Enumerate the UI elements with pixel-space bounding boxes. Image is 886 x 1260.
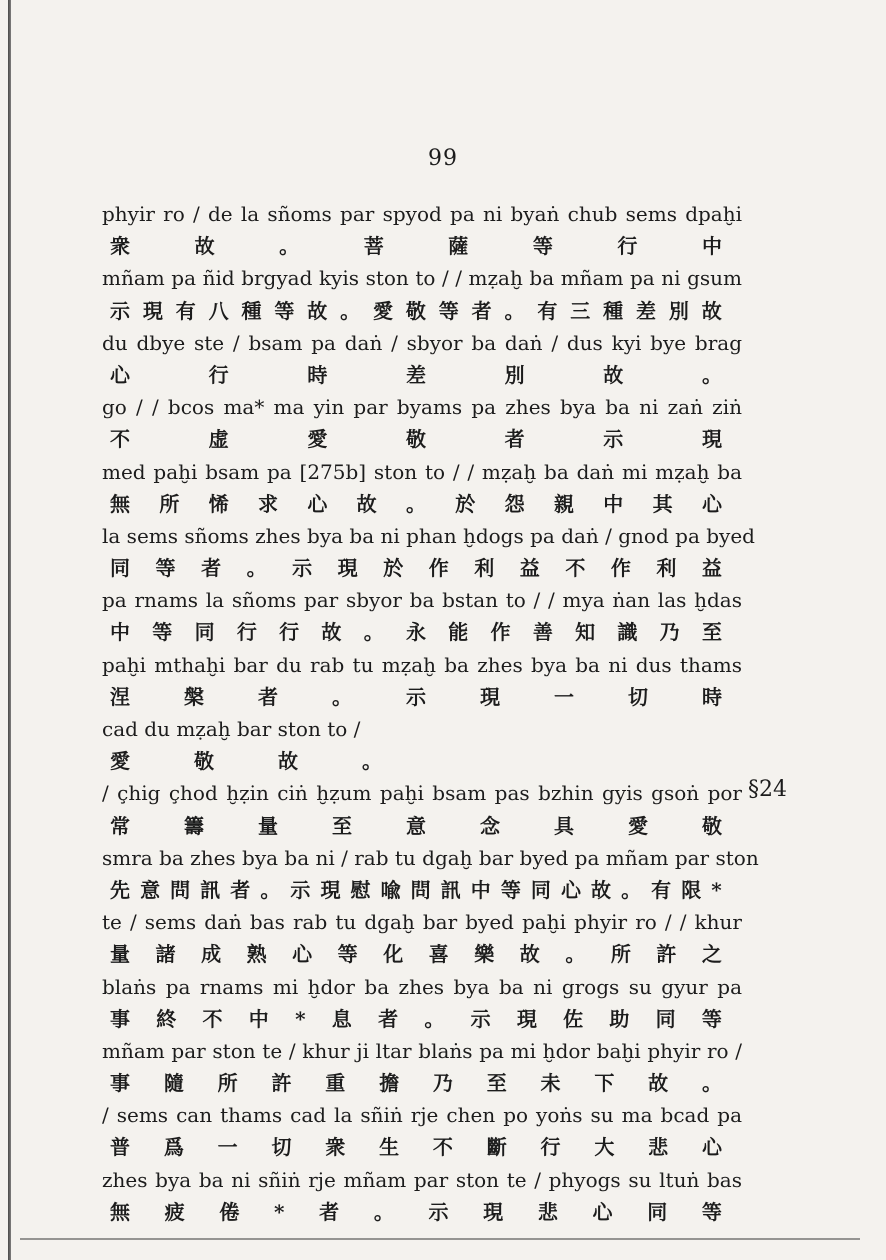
- chinese-line: [102, 938, 742, 970]
- chinese-glyph: 熟: [246, 942, 267, 967]
- tibetan-line: mñam par ston te / khur ji ltar blaṅs pa mi ḫdor baḫi phyir ro /: [102, 1038, 742, 1063]
- tibetan-line: / çhig çhod ḫẓin ciṅ ḫẓum paḫi bsam pas bzhin gyis gsoṅ por: [102, 781, 742, 806]
- chinese-glyph: 爲: [163, 1135, 184, 1160]
- chinese-line: [102, 1067, 742, 1099]
- chinese-glyph: 事: [110, 1071, 130, 1096]
- tibetan-line: blaṅs pa rnams mi ḫdor ba zhes bya ba ni grogs su gyur pa: [102, 974, 742, 999]
- chinese-glyph: 心: [592, 1199, 613, 1224]
- chinese-line: [102, 1003, 742, 1035]
- tibetan-line: paḫi mthaḫi bar du rab tu mẓaḫ ba zhes bya ba ni dus thams: [102, 652, 742, 677]
- chinese-glyph: 佐: [563, 1006, 584, 1031]
- chinese-glyph: 切: [271, 1135, 292, 1160]
- chinese-glyph: 乃: [432, 1071, 453, 1096]
- chinese-glyph: 者: [230, 877, 251, 902]
- chinese-glyph: 求: [257, 491, 278, 516]
- chinese-glyph: 成: [201, 942, 222, 967]
- chinese-glyph: 菩: [363, 234, 384, 259]
- chinese-glyph: 薩: [448, 234, 469, 259]
- chinese-glyph: 不: [565, 556, 586, 581]
- chinese-glyph: 三: [570, 298, 591, 323]
- tibetan-line: smra ba zhes bya ba ni / rab tu dgaḫ bar byed pa mñam par ston: [102, 845, 759, 870]
- chinese-glyph: 善: [532, 620, 553, 645]
- chinese-glyph: 衆: [325, 1135, 346, 1160]
- chinese-glyph: 事: [110, 1006, 130, 1031]
- tibetan-line: zhes bya ba ni sñiṅ rje mñam par ston te / phyogs su ltuṅ bas: [102, 1167, 742, 1192]
- chinese-glyph: 親: [553, 491, 574, 516]
- chinese-glyph: 不: [202, 1006, 223, 1031]
- chinese-line: [102, 230, 742, 262]
- chinese-glyph: 不: [432, 1135, 453, 1160]
- chinese-glyph: 行: [617, 234, 638, 259]
- chinese-glyph: 敬: [194, 749, 214, 774]
- chinese-glyph: 示: [470, 1006, 491, 1031]
- chinese-glyph: 悲: [648, 1135, 669, 1160]
- chinese-glyph: 中: [470, 877, 491, 902]
- chinese-glyph: 至: [332, 813, 352, 838]
- chinese-glyph: 。: [405, 491, 426, 516]
- chinese-glyph: 斷: [486, 1135, 507, 1160]
- chinese-glyph: 現: [701, 427, 722, 452]
- tibetan-line: go / / bcos ma* ma yin par byams pa zhes bya ba ni zaṅ ziṅ: [102, 395, 742, 420]
- chinese-glyph: 之: [701, 942, 722, 967]
- chinese-glyph: 心: [701, 491, 722, 516]
- chinese-glyph: 故: [321, 620, 342, 645]
- chinese-glyph: 等: [701, 1006, 722, 1031]
- chinese-glyph: 作: [490, 620, 511, 645]
- tibetan-line: du dbye ste / bsam pa daṅ / sbyor ba daṅ / dus kyi bye brag: [102, 330, 742, 355]
- chinese-glyph: 意: [406, 813, 426, 838]
- chinese-glyph: 示: [292, 556, 313, 581]
- chinese-glyph: 時: [702, 684, 722, 709]
- chinese-line: [102, 295, 742, 327]
- chinese-glyph: 作: [610, 556, 631, 581]
- chinese-glyph: 等: [274, 298, 295, 323]
- chinese-glyph: 差: [405, 362, 426, 387]
- chinese-glyph: 涅: [110, 684, 130, 709]
- chinese-line: [102, 488, 742, 520]
- chinese-glyph: 。: [701, 362, 722, 387]
- chinese-glyph: 普: [110, 1135, 130, 1160]
- chinese-glyph: 問: [170, 877, 191, 902]
- chinese-glyph: 益: [701, 556, 722, 581]
- chinese-glyph: 等: [337, 942, 358, 967]
- page-left-edge: [8, 0, 11, 1260]
- chinese-glyph: 中: [248, 1006, 269, 1031]
- chinese-glyph: 至: [701, 620, 722, 645]
- chinese-glyph: 樂: [474, 942, 495, 967]
- chinese-glyph: 量: [110, 942, 130, 967]
- chinese-line: [102, 874, 742, 906]
- chinese-glyph: 利: [474, 556, 495, 581]
- chinese-glyph: 愛: [373, 298, 393, 323]
- chinese-line: [102, 1196, 742, 1228]
- chinese-glyph: 無: [110, 491, 130, 516]
- chinese-glyph: 等: [438, 298, 459, 323]
- chinese-glyph: 故: [278, 749, 298, 774]
- chinese-glyph: 愛: [628, 813, 648, 838]
- chinese-glyph: 。: [246, 556, 267, 581]
- chinese-glyph: 同: [655, 1006, 676, 1031]
- chinese-glyph: 種: [603, 298, 624, 323]
- chinese-glyph: 無: [110, 1199, 130, 1224]
- chinese-glyph: 知: [575, 620, 596, 645]
- chinese-glyph: 行: [236, 620, 257, 645]
- chinese-glyph: 所: [610, 942, 631, 967]
- chinese-glyph: 虚: [208, 427, 229, 452]
- chinese-glyph: 問: [410, 877, 431, 902]
- chinese-glyph: 中: [603, 491, 624, 516]
- chinese-glyph: 量: [258, 813, 278, 838]
- chinese-glyph: 故: [701, 298, 722, 323]
- chinese-glyph: 同: [110, 556, 130, 581]
- chinese-glyph: 擔: [379, 1071, 400, 1096]
- chinese-glyph: 敬: [405, 298, 426, 323]
- chinese-glyph: 所: [159, 491, 180, 516]
- chinese-glyph: 者: [504, 427, 525, 452]
- chinese-glyph: *: [274, 1199, 285, 1224]
- page-bottom-edge: [20, 1238, 860, 1240]
- chinese-glyph: 先: [110, 877, 130, 902]
- chinese-glyph: 示: [110, 298, 130, 323]
- chinese-line: [102, 1131, 742, 1163]
- chinese-glyph: 限: [681, 877, 702, 902]
- chinese-glyph: 。: [565, 942, 586, 967]
- chinese-glyph: 示: [428, 1199, 449, 1224]
- chinese-glyph: 有: [651, 877, 672, 902]
- chinese-glyph: 現: [142, 298, 163, 323]
- chinese-glyph: 敬: [405, 427, 426, 452]
- tibetan-line: / sems can thams cad la sñiṅ rje chen po yoṅs su ma bcad pa: [102, 1103, 742, 1128]
- chinese-glyph: 利: [656, 556, 677, 581]
- tibetan-line: phyir ro / de la sñoms par spyod pa ni byaṅ chub sems dpaḫi: [102, 202, 742, 226]
- tibetan-line: med paḫi bsam pa [275b] ston to / / mẓaḫ ba daṅ mi mẓaḫ ba: [102, 459, 742, 484]
- tibetan-line: cad du mẓaḫ bar ston to /: [102, 717, 361, 741]
- chinese-glyph: 現: [480, 684, 500, 709]
- chinese-glyph: 重: [325, 1071, 346, 1096]
- chinese-glyph: 一: [217, 1135, 238, 1160]
- section-mark: §24: [748, 777, 787, 802]
- chinese-glyph: 諸: [155, 942, 176, 967]
- chinese-glyph: 槃: [184, 684, 204, 709]
- chinese-glyph: *: [711, 877, 722, 902]
- chinese-line: [102, 616, 742, 648]
- chinese-glyph: 同: [647, 1199, 668, 1224]
- chinese-glyph: 意: [140, 877, 161, 902]
- chinese-glyph: 隨: [163, 1071, 184, 1096]
- chinese-glyph: 故: [591, 877, 611, 902]
- chinese-glyph: 常: [110, 813, 130, 838]
- chinese-glyph: 。: [363, 620, 384, 645]
- chinese-glyph: 。: [362, 749, 382, 774]
- chinese-glyph: 。: [260, 877, 281, 902]
- chinese-glyph: 者: [471, 298, 492, 323]
- chinese-glyph: 倦: [219, 1199, 240, 1224]
- chinese-glyph: 助: [609, 1006, 630, 1031]
- chinese-glyph: 者: [258, 684, 278, 709]
- chinese-glyph: 故: [519, 942, 540, 967]
- tibetan-line: pa rnams la sñoms par sbyor ba bstan to / / mya ṅan las ḫdas: [102, 588, 742, 613]
- chinese-glyph: 現: [516, 1006, 537, 1031]
- chinese-glyph: 差: [636, 298, 656, 323]
- chinese-glyph: 愛: [110, 749, 130, 774]
- chinese-glyph: 有: [537, 298, 558, 323]
- chinese-glyph: 。: [701, 1071, 722, 1096]
- chinese-glyph: 生: [379, 1135, 400, 1160]
- chinese-glyph: 八: [208, 298, 229, 323]
- chinese-glyph: 行: [540, 1135, 561, 1160]
- chinese-glyph: 等: [500, 877, 521, 902]
- chinese-glyph: 示: [406, 684, 426, 709]
- chinese-glyph: 中: [110, 620, 130, 645]
- chinese-glyph: 示: [290, 877, 311, 902]
- chinese-glyph: 大: [594, 1135, 615, 1160]
- chinese-glyph: *: [295, 1006, 306, 1031]
- chinese-glyph: 息: [331, 1006, 352, 1031]
- chinese-glyph: 終: [156, 1006, 177, 1031]
- chinese-glyph: 心: [701, 1135, 722, 1160]
- chinese-glyph: 者: [319, 1199, 340, 1224]
- chinese-glyph: 有: [175, 298, 196, 323]
- chinese-glyph: 故: [648, 1071, 669, 1096]
- chinese-line: [102, 423, 742, 455]
- chinese-line: [102, 681, 742, 713]
- chinese-glyph: 同: [194, 620, 215, 645]
- chinese-glyph: 。: [504, 298, 525, 323]
- chinese-glyph: 乃: [659, 620, 680, 645]
- chinese-glyph: 許: [656, 942, 677, 967]
- chinese-glyph: 等: [532, 234, 553, 259]
- chinese-glyph: 故: [307, 298, 328, 323]
- chinese-glyph: 怨: [504, 491, 525, 516]
- chinese-glyph: 益: [519, 556, 540, 581]
- chinese-glyph: 別: [504, 362, 525, 387]
- chinese-glyph: 故: [603, 362, 624, 387]
- chinese-glyph: 訊: [440, 877, 461, 902]
- chinese-glyph: 疲: [164, 1199, 185, 1224]
- chinese-glyph: 衆: [110, 234, 130, 259]
- chinese-glyph: 敬: [702, 813, 722, 838]
- chinese-glyph: 心: [110, 362, 130, 387]
- chinese-line: [102, 810, 742, 842]
- chinese-glyph: 念: [480, 813, 500, 838]
- chinese-glyph: 現: [483, 1199, 504, 1224]
- chinese-glyph: 故: [356, 491, 377, 516]
- chinese-line: [102, 552, 742, 584]
- tibetan-line: la sems sñoms zhes bya ba ni phan ḫdogs pa daṅ / gnod pa byed: [102, 523, 755, 548]
- chinese-glyph: 現: [337, 556, 358, 581]
- chinese-glyph: 。: [332, 684, 352, 709]
- chinese-glyph: 許: [271, 1071, 292, 1096]
- chinese-glyph: 者: [201, 556, 222, 581]
- chinese-glyph: 心: [560, 877, 581, 902]
- chinese-glyph: 切: [628, 684, 648, 709]
- chinese-glyph: 行: [279, 620, 300, 645]
- chinese-glyph: 悕: [208, 491, 229, 516]
- chinese-glyph: 喩: [380, 877, 401, 902]
- chinese-glyph: 現: [320, 877, 341, 902]
- chinese-glyph: 至: [486, 1071, 507, 1096]
- chinese-glyph: 識: [617, 620, 638, 645]
- chinese-glyph: 於: [383, 556, 404, 581]
- chinese-glyph: 所: [217, 1071, 238, 1096]
- chinese-glyph: 化: [383, 942, 404, 967]
- chinese-glyph: 行: [208, 362, 229, 387]
- chinese-glyph: 。: [424, 1006, 445, 1031]
- chinese-glyph: 等: [701, 1199, 722, 1224]
- chinese-glyph: 能: [448, 620, 469, 645]
- chinese-glyph: 同: [530, 877, 551, 902]
- chinese-glyph: 。: [621, 877, 642, 902]
- tibetan-line: te / sems daṅ bas rab tu dgaḫ bar byed paḫi phyir ro / / khur: [102, 910, 742, 935]
- chinese-glyph: 愛: [307, 427, 328, 452]
- chinese-glyph: 一: [554, 684, 574, 709]
- chinese-glyph: 種: [241, 298, 262, 323]
- chinese-glyph: 不: [110, 427, 130, 452]
- chinese-glyph: 中: [701, 234, 722, 259]
- chinese-glyph: 故: [194, 234, 215, 259]
- chinese-glyph: 喜: [428, 942, 449, 967]
- chinese-glyph: 示: [603, 427, 624, 452]
- chinese-glyph: 心: [292, 942, 313, 967]
- chinese-glyph: 其: [652, 491, 673, 516]
- chinese-glyph: 悲: [537, 1199, 558, 1224]
- chinese-glyph: 。: [279, 234, 300, 259]
- text-body: [102, 198, 759, 1228]
- chinese-glyph: 作: [428, 556, 449, 581]
- chinese-glyph: 別: [668, 298, 689, 323]
- chinese-glyph: 永: [405, 620, 426, 645]
- chinese-glyph: 下: [594, 1071, 615, 1096]
- chinese-glyph: 籌: [184, 813, 204, 838]
- chinese-glyph: 。: [373, 1199, 394, 1224]
- chinese-glyph: 具: [554, 813, 574, 838]
- tibetan-line: mñam pa ñid brgyad kyis ston to / / mẓaḫ ba mñam pa ni gsum: [102, 266, 742, 291]
- chinese-glyph: 於: [455, 491, 476, 516]
- chinese-glyph: 等: [152, 620, 173, 645]
- chinese-glyph: 等: [155, 556, 176, 581]
- page-number: 99: [428, 146, 458, 171]
- chinese-line: [102, 359, 742, 391]
- chinese-glyph: 心: [307, 491, 328, 516]
- chinese-glyph: 慰: [350, 877, 371, 902]
- chinese-glyph: 未: [540, 1071, 561, 1096]
- chinese-glyph: 訊: [200, 877, 221, 902]
- chinese-glyph: 時: [307, 362, 328, 387]
- chinese-line: [102, 745, 742, 777]
- chinese-glyph: 者: [378, 1006, 399, 1031]
- chinese-glyph: 。: [340, 298, 361, 323]
